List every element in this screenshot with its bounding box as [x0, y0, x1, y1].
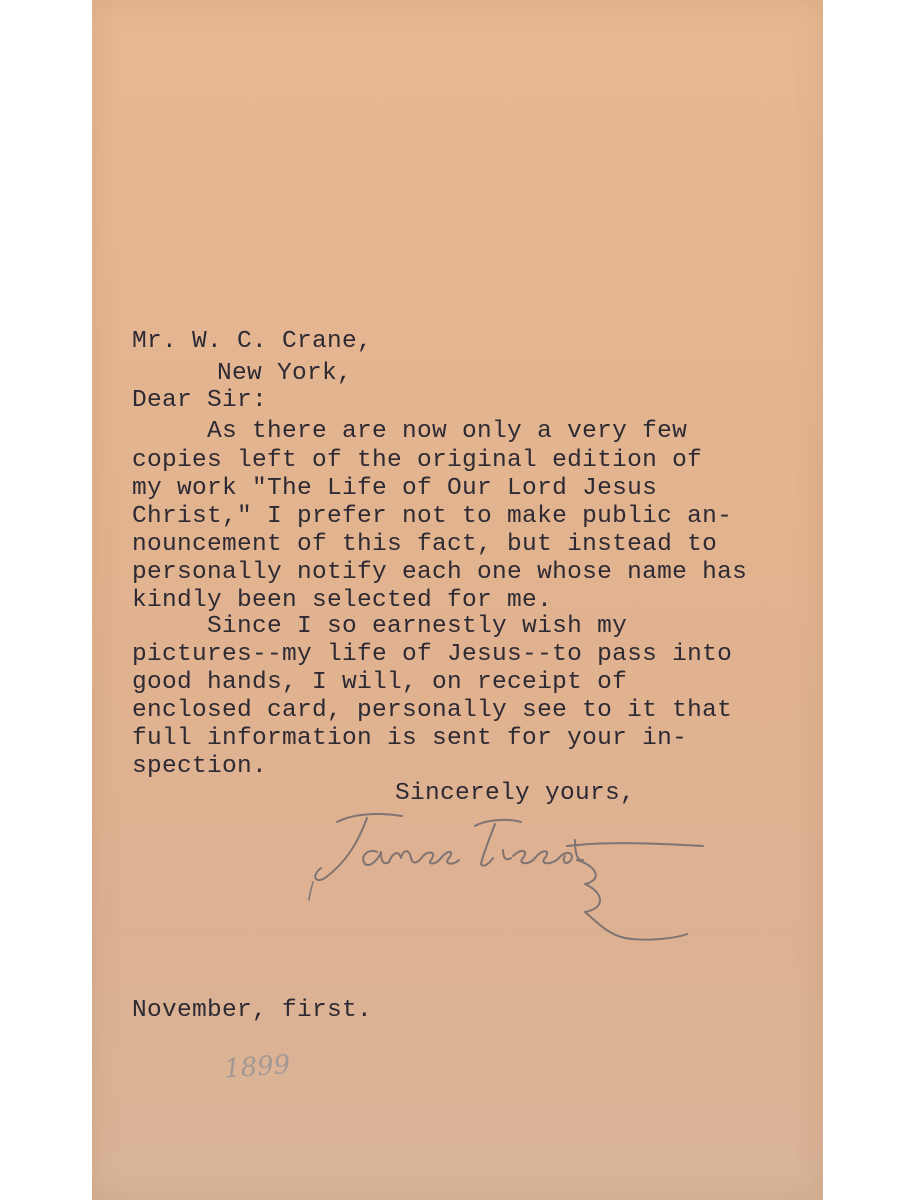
body-line: good hands, I will, on receipt of	[132, 669, 628, 696]
body-line: copies left of the original edition of	[132, 447, 703, 474]
signature-image	[307, 800, 717, 950]
body-line: As there are now only a very few	[132, 418, 688, 445]
body-line: Since I so earnestly wish my	[132, 613, 628, 640]
body-line: my work "The Life of Our Lord Jesus	[132, 475, 658, 502]
body-line: spection.	[132, 753, 268, 780]
salutation: Dear Sir:	[132, 387, 268, 414]
body-line: nouncement of this fact, but instead to	[132, 531, 718, 558]
recipient-name: Mr. W. C. Crane,	[132, 328, 373, 355]
recipient-city: New York,	[217, 360, 353, 387]
body-line: kindly been selected for me.	[132, 587, 553, 614]
body-line: enclosed card, personally see to it that	[132, 697, 733, 724]
body-line: Christ," I prefer not to make public an-	[132, 503, 733, 530]
body-line: pictures--my life of Jesus--to pass into	[132, 641, 733, 668]
pencil-year-annotation	[220, 1045, 310, 1085]
closing: Sincerely yours,	[395, 780, 636, 807]
body-line: full information is sent for your in-	[132, 725, 688, 752]
body-line: personally notify each one whose name has	[132, 559, 748, 586]
pencil-year-text: 1899	[223, 1049, 292, 1085]
letter-page	[92, 0, 823, 1200]
date-line: November, first.	[132, 997, 373, 1024]
